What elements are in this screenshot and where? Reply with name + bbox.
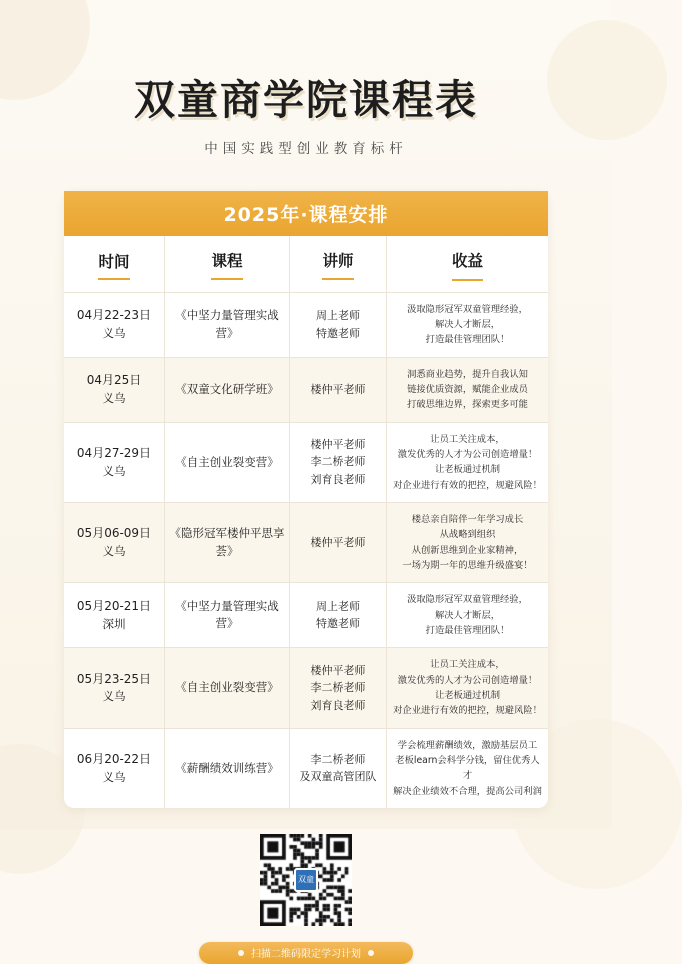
teacher-line: 周上老师: [316, 599, 360, 613]
table-row: [64, 502, 548, 582]
cell-date: 04月22-23日: [76, 308, 152, 323]
column-header-time: 时间: [64, 236, 165, 292]
cell-benefit: [387, 292, 549, 357]
benefit-line: 让老板通过机制: [434, 464, 501, 476]
cell-date: 06月20-22日: [76, 752, 152, 766]
cell-city: 义乌: [102, 769, 126, 784]
teacher-line: 楼仲平老师: [310, 382, 366, 396]
teacher-line: 李二桥老师: [310, 455, 366, 469]
schedule-table-body: [64, 292, 548, 808]
cell-benefit: [387, 502, 549, 582]
benefit-line: 从创新思维到企业家精神，: [411, 544, 524, 556]
teacher-line: 刘育良老师: [310, 473, 366, 487]
cell-date: 04月25日: [86, 373, 142, 388]
benefit-line: 楼总亲自陪伴一年学习成长: [411, 513, 524, 525]
cell-benefit: [387, 583, 549, 648]
table-row: [64, 422, 548, 502]
qr-center-logo: 双童: [294, 868, 318, 892]
table-row: [64, 583, 548, 648]
benefit-line: 解决人才断层，: [434, 318, 501, 330]
dot-icon-right: [368, 950, 374, 956]
cell-teacher: [290, 728, 387, 808]
cell-time: [64, 422, 165, 502]
cell-benefit: [387, 422, 549, 502]
teacher-line: 李二桥老师: [310, 681, 366, 695]
cell-teacher: [290, 648, 387, 728]
column-header-course: 课程: [165, 236, 290, 292]
cell-city: 义乌: [102, 463, 126, 478]
benefit-line: 解决企业绩效不合理，提高公司利润: [393, 785, 542, 797]
cell-date: 05月23-25日: [76, 671, 152, 686]
qr-code[interactable]: [260, 834, 352, 926]
cell-teacher: [290, 583, 387, 648]
cell-benefit: [387, 357, 549, 422]
cell-teacher: [290, 502, 387, 582]
teacher-line: 李二桥老师: [310, 752, 366, 766]
benefit-line: 从战略到组织: [439, 529, 496, 541]
benefit-line: 解决人才断层，: [434, 609, 501, 621]
cell-teacher: [290, 422, 387, 502]
cell-date: 05月20-21日: [76, 599, 152, 614]
teacher-line: 及双童高管团队: [299, 770, 377, 784]
cell-time: [64, 583, 165, 648]
cell-teacher: [290, 292, 387, 357]
cell-time: [64, 648, 165, 728]
benefit-line: 一场为期一年的思维升级盛宴！: [402, 559, 533, 571]
cell-time: [64, 357, 165, 422]
table-row: [64, 357, 548, 422]
benefit-line: 链接优质资源，赋能企业成员: [407, 383, 528, 395]
benefit-line: 老板learn会科学分钱，留住优秀人才: [395, 754, 540, 782]
benefit-line: 洞悉商业趋势，提升自我认知: [407, 368, 528, 380]
cell-time: [64, 502, 165, 582]
cell-course: 《自主创业裂变营》: [165, 648, 290, 728]
cell-course: 《薪酬绩效训练营》: [165, 728, 290, 808]
cell-course: 《自主创业裂变营》: [165, 422, 290, 502]
cell-city: 义乌: [102, 391, 126, 406]
cell-time: [64, 292, 165, 357]
benefit-line: 激发优秀的人才为公司创造增量！: [397, 448, 538, 460]
table-row: [64, 648, 548, 728]
cta-banner[interactable]: [199, 942, 413, 964]
cell-city: 义乌: [102, 326, 126, 341]
schedule-banner-label: 2025年·课程安排: [223, 204, 389, 227]
cell-city: 深圳: [102, 616, 126, 631]
benefit-line: 汲取隐形冠军双童管理经验，: [407, 303, 528, 315]
cell-time: [64, 728, 165, 808]
table-row: [64, 728, 548, 808]
schedule-table-head: [64, 236, 548, 292]
teacher-line: 楼仲平老师: [310, 535, 366, 549]
benefit-line: 打造最佳管理团队！: [425, 624, 510, 636]
column-header-teacher: 讲师: [290, 236, 387, 292]
dot-icon-left: [238, 950, 244, 956]
teacher-line: 楼仲平老师: [310, 663, 366, 677]
benefit-line: 让老板通过机制: [434, 689, 501, 701]
cta-label: 扫描二维码限定学习计划: [251, 949, 361, 961]
cell-benefit: [387, 728, 549, 808]
benefit-line: 对企业进行有效的把控，规避风险！: [393, 479, 542, 491]
cell-course: 《双童文化研学班》: [165, 357, 290, 422]
benefit-line: 让员工关注成本，: [430, 659, 505, 671]
cell-benefit: [387, 648, 549, 728]
benefit-line: 汲取隐形冠军双童管理经验，: [407, 594, 528, 606]
teacher-line: 周上老师: [316, 309, 360, 323]
table-header-row: [64, 236, 548, 292]
teacher-line: 楼仲平老师: [310, 437, 366, 451]
benefit-line: 学会梳理薪酬绩效，激励基层员工: [397, 739, 538, 751]
cell-date: 05月06-09日: [76, 526, 152, 541]
teacher-line: 刘育良老师: [310, 698, 366, 712]
cell-course: 《中坚力量管理实战营》: [165, 583, 290, 648]
cell-course: 《隐形冠军楼仲平思享荟》: [165, 502, 290, 582]
page-title: 双童商学院课程表: [134, 76, 478, 124]
benefit-line: 激发优秀的人才为公司创造增量！: [397, 674, 538, 686]
schedule-card: [64, 191, 548, 808]
cell-teacher: [290, 357, 387, 422]
teacher-line: 特邀老师: [316, 617, 360, 631]
page-subtitle: 中国实践型创业教育标杆: [204, 141, 408, 158]
cell-city: 义乌: [102, 689, 126, 704]
table-row: [64, 292, 548, 357]
cell-course: 《中坚力量管理实战营》: [165, 292, 290, 357]
cell-date: 04月27-29日: [76, 446, 152, 461]
benefit-line: 打破思维边界，探索更多可能: [407, 399, 528, 411]
poster-header: [0, 0, 612, 157]
schedule-banner: [64, 191, 548, 236]
benefit-line: 对企业进行有效的把控，规避风险！: [393, 705, 542, 717]
benefit-line: 让员工关注成本，: [430, 433, 505, 445]
benefit-line: 打造最佳管理团队！: [425, 334, 510, 346]
teacher-line: 特邀老师: [316, 326, 360, 340]
schedule-table: [64, 236, 548, 808]
column-header-benefit: 收益: [387, 236, 549, 292]
cell-city: 义乌: [102, 543, 126, 558]
